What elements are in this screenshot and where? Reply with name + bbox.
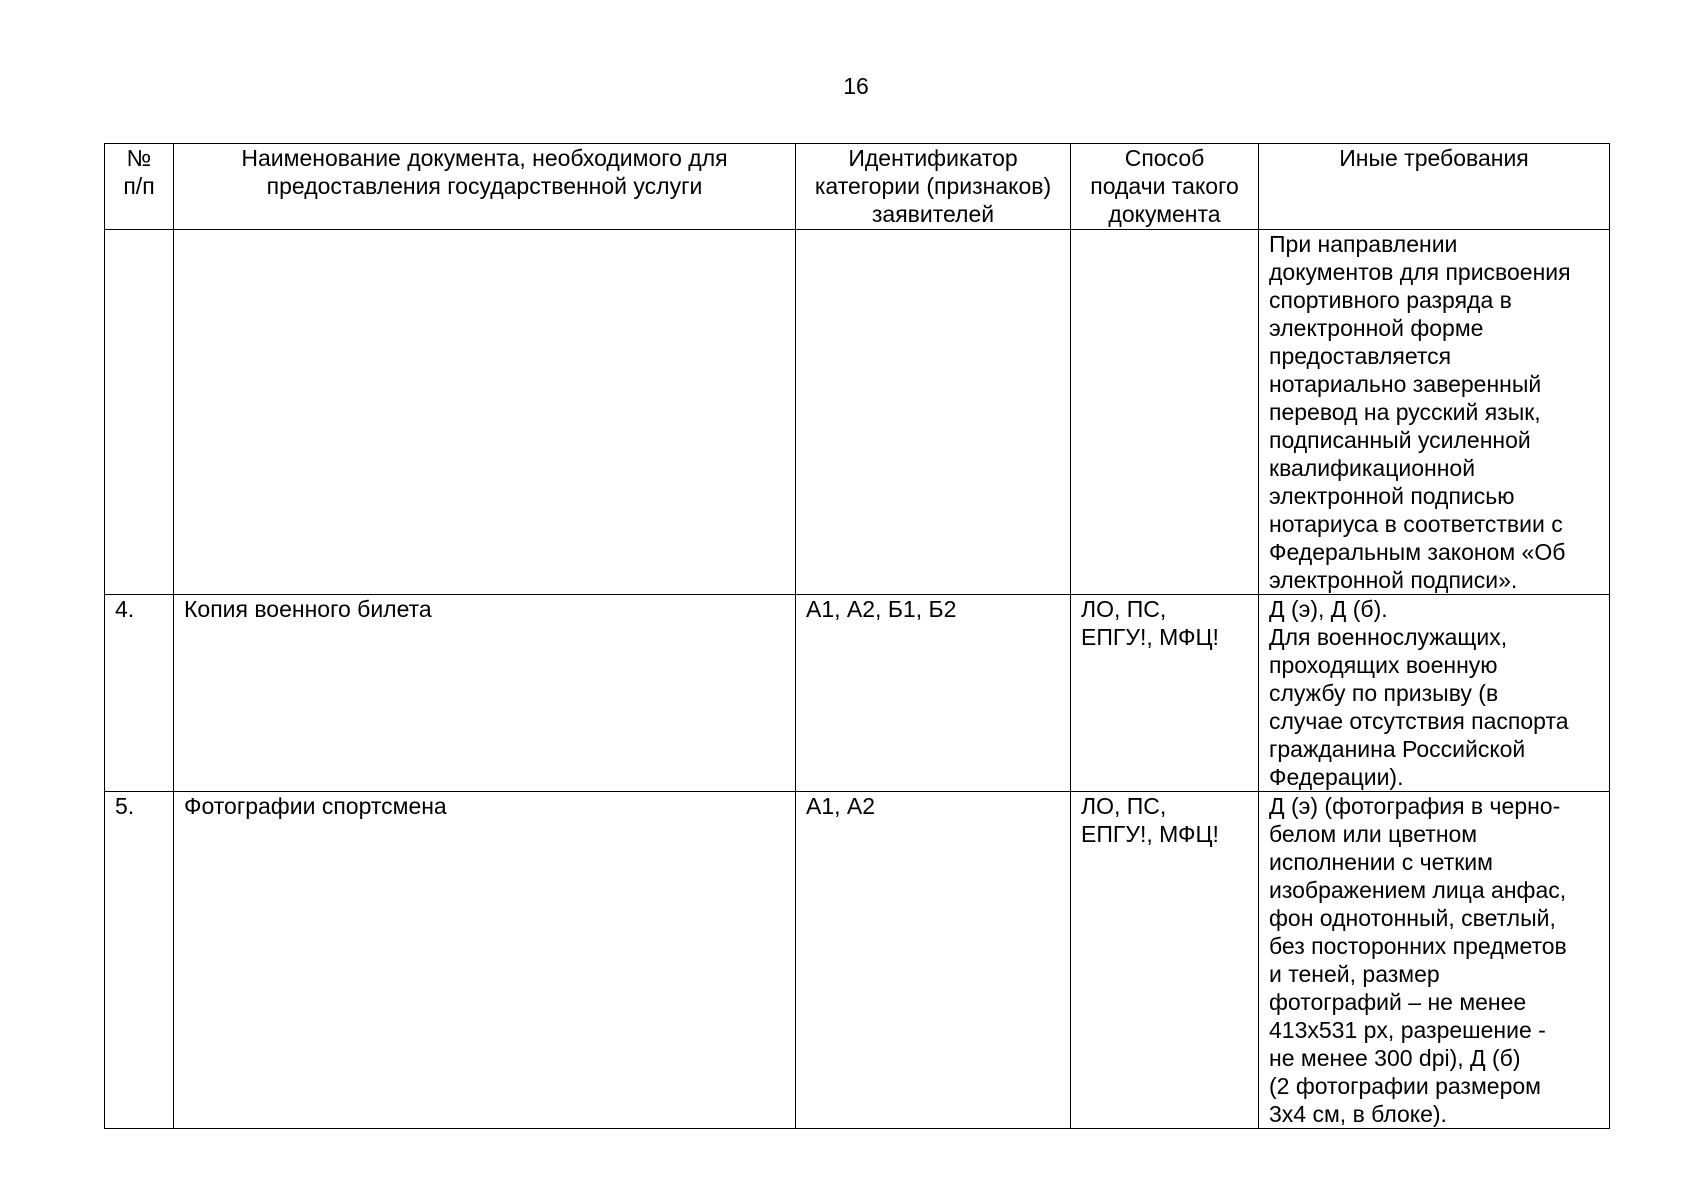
page-number: 16 (843, 73, 869, 99)
cell-document-name: Копия военного билета (174, 595, 796, 792)
cell-method (1071, 230, 1259, 595)
header-requirements: Иные требования (1259, 144, 1610, 230)
header-method: Способ подачи такого документа (1071, 144, 1259, 230)
cell-requirements: Д (э) (фотография в черно- белом или цветном исполнении с четким изображением лица анфас, фон однотонный, светлый, без посторонних предметов и теней, размер фотографий – не менее 413x531 px, разрешение - не менее 300 dpi), Д (б) (2 фотографии размером 3x4 см, в блоке). (1259, 792, 1610, 1129)
table-header-row (105, 144, 1610, 230)
table-row (105, 792, 1610, 1129)
cell-num: 5. (105, 792, 174, 1129)
cell-category: А1, А2, Б1, Б2 (796, 595, 1071, 792)
cell-num (105, 230, 174, 595)
header-num: № п/п (105, 144, 174, 230)
cell-document-name: Фотографии спортсмена (174, 792, 796, 1129)
cell-method: ЛО, ПС, ЕПГУ!, МФЦ! (1071, 595, 1259, 792)
cell-category: А1, А2 (796, 792, 1071, 1129)
cell-category (796, 230, 1071, 595)
cell-document-name (174, 230, 796, 595)
requirements-table (104, 143, 1610, 1129)
table-row (105, 595, 1610, 792)
table-row (105, 230, 1610, 595)
header-document-name: Наименование документа, необходимого для предоставления государственной услуги (174, 144, 796, 230)
cell-requirements: Д (э), Д (б). Для военнослужащих, проходящих военную службу по призыву (в случае отсутствия паспорта гражданина Российской Федерации). (1259, 595, 1610, 792)
header-category: Идентификатор категории (признаков) заявителей (796, 144, 1071, 230)
cell-method: ЛО, ПС, ЕПГУ!, МФЦ! (1071, 792, 1259, 1129)
cell-requirements: При направлении документов для присвоения спортивного разряда в электронной форме предоставляется нотариально заверенный перевод на русский язык, подписанный усиленной квалификационной электронной подписью нотариуса в соответствии с Федеральным законом «Об электронной подписи». (1259, 230, 1610, 595)
cell-num: 4. (105, 595, 174, 792)
